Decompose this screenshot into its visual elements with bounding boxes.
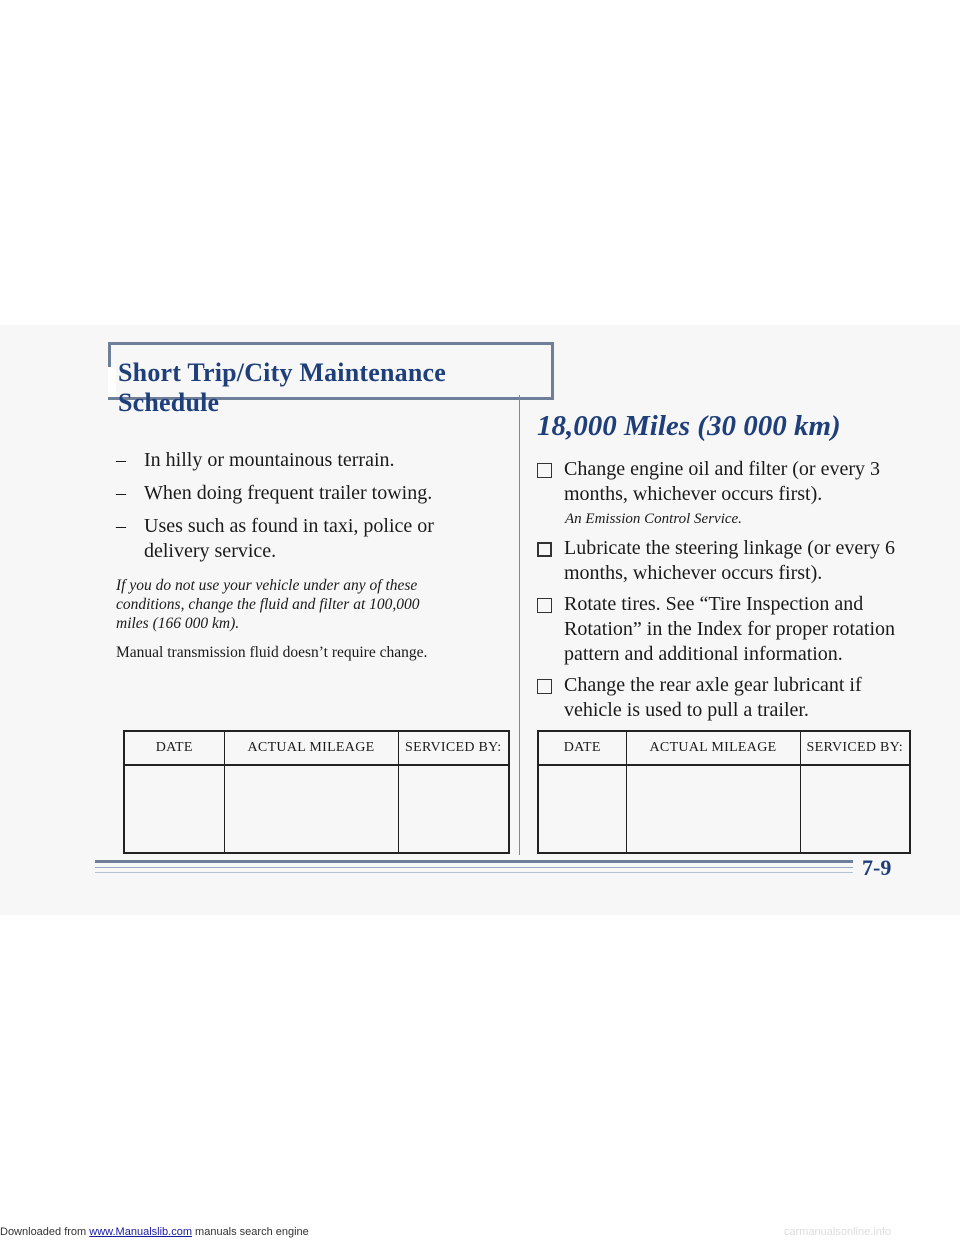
checklist-item: Change engine oil and filter (or every 3 months, whichever occurs first).	[537, 457, 917, 507]
checklist-item: Lubricate the steering linkage (or every 6 months, whichever occurs first).	[537, 536, 917, 586]
right-column	[537, 410, 917, 729]
table-header-serviced-by: SERVICED BY:	[800, 731, 910, 765]
checkbox-icon[interactable]	[537, 542, 552, 557]
footer-rule	[95, 872, 853, 873]
date-cell[interactable]	[124, 765, 224, 853]
emission-note: An Emission Control Service.	[565, 511, 742, 527]
page-number: 7-9	[862, 855, 892, 880]
service-record-table	[537, 730, 911, 854]
footer-rule	[95, 860, 853, 863]
mileage-cell[interactable]	[626, 765, 800, 853]
checkbox-icon[interactable]	[537, 598, 552, 613]
table-header-mileage: ACTUAL MILEAGE	[626, 731, 800, 765]
footer-rule	[95, 867, 853, 868]
list-item: – When doing frequent trailer towing.	[116, 482, 433, 504]
table-header-date: DATE	[124, 731, 224, 765]
checkbox-icon[interactable]	[537, 463, 552, 478]
list-item: – Uses such as found in taxi, police or delivery service.	[116, 515, 434, 562]
table-header-serviced-by: SERVICED BY:	[398, 731, 509, 765]
serviced-by-cell[interactable]	[398, 765, 509, 853]
column-divider	[519, 395, 520, 855]
fluid-change-note: If you do not use your vehicle under any of these conditions, change the fluid and filter at 100,000 miles (166 000 km).	[116, 577, 420, 632]
list-item: – In hilly or mountainous terrain.	[116, 449, 395, 471]
date-cell[interactable]	[538, 765, 626, 853]
checklist-item: Change the rear axle gear lubricant if vehicle is used to pull a trailer.	[537, 673, 917, 723]
service-record-table	[123, 730, 510, 854]
checkbox-icon[interactable]	[537, 679, 552, 694]
watermark: carmanualsonline.info	[784, 1226, 892, 1238]
serviced-by-cell[interactable]	[800, 765, 910, 853]
manual-transmission-note: Manual transmission fluid doesn’t require change.	[116, 644, 428, 661]
download-footer: Downloaded from www.Manualslib.com manuals search engine	[0, 1226, 309, 1238]
mileage-cell[interactable]	[224, 765, 398, 853]
table-header-mileage: ACTUAL MILEAGE	[224, 731, 398, 765]
mileage-heading: 18,000 Miles (30 000 km)	[537, 410, 841, 442]
manualslib-link[interactable]: www.Manualslib.com	[89, 1226, 192, 1238]
table-header-date: DATE	[538, 731, 626, 765]
checklist-item: Rotate tires. See “Tire Inspection and Rotation” in the Index for proper rotation pattern and additional information.	[537, 592, 917, 667]
left-column	[116, 448, 511, 662]
section-title: Short Trip/City Maintenance Schedule	[118, 358, 446, 417]
